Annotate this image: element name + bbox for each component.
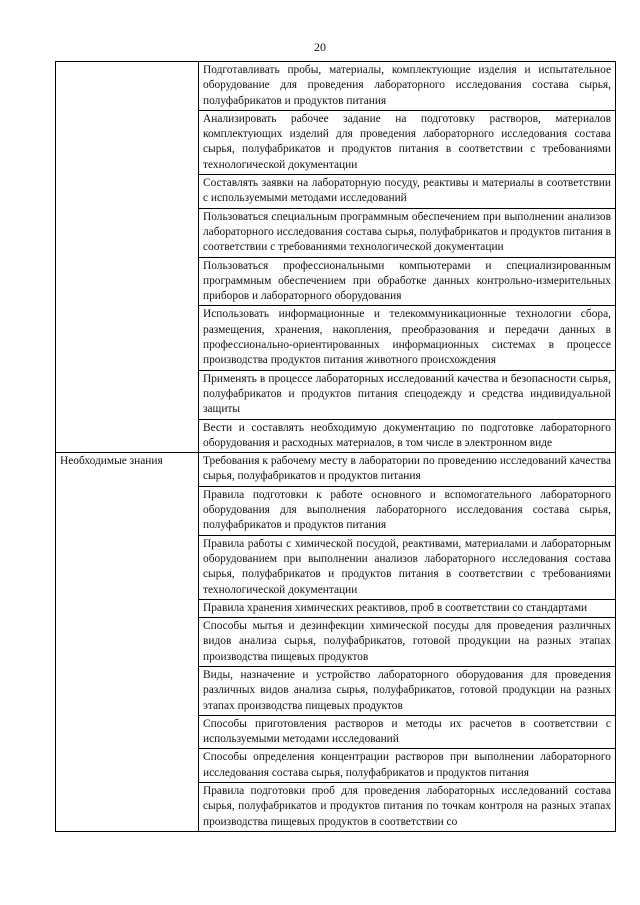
table-cell [199,110,616,174]
table-cell [199,306,616,370]
section-label: Необходимые знания [60,455,163,468]
table-row [56,453,616,487]
skill-item: Пользоваться специальным программным обеспечением при выполнении анализов лабораторного исследования состава сырья, полуфабрикатов и продуктов питания в соответствии с требованиями технологической документации [203,210,611,254]
knowledge-item: Способы приготовления растворов и методы их расчетов в соответствии с используемыми методами исследований [203,717,611,746]
table-cell [199,419,616,453]
table-cell [199,175,616,209]
table-cell [199,370,616,419]
knowledge-item: Способы мытья и дезинфекции химической посуды для проведения различных видов анализа сырья, полуфабрикатов, готовой продукции на разных этапах производства пищевых продуктов [203,620,611,663]
table-cell [199,599,616,617]
table-cell [199,666,616,715]
table-cell [199,62,616,111]
table-cell [199,715,616,749]
requirements-table [55,61,616,832]
section-label-cell [56,453,199,832]
skill-item: Анализировать рабочее задание на подготовку растворов, материалов комплектующих изделий для проведения лабораторного исследования состава сырья, полуфабрикатов и продуктов питания в соответствии с требованиями технологической документации [203,112,611,171]
skill-item: Составлять заявки на лабораторную посуду, реактивы и материалы в соответствии с используемыми методами исследований [203,177,611,205]
knowledge-item: Правила работы с химической посудой, реактивами, материалами и лабораторным оборудованием при выполнении анализов лабораторного исследования состава сырья, полуфабрикатов и продуктов питания в соответствии с требованиями технологической документации [203,537,611,596]
table-cell [199,208,616,257]
page-number: 20 [314,40,326,54]
knowledge-item: Правила подготовки проб для проведения лабораторных исследований состава сырья, полуфабрикатов и продуктов питания по точкам контроля на разных этапах производства пищевых продуктов в соответствии со [203,785,611,828]
section-label-cell [56,62,199,453]
table-cell [199,749,616,783]
knowledge-item: Виды, назначение и устройство лабораторного оборудования для проведения различных видов анализа сырья, полуфабрикатов, готовой продукции на разных этапах производства пищевых продуктов [203,668,611,712]
table-cell [199,257,616,306]
table-cell [199,618,616,667]
skill-item: Применять в процессе лабораторных исследований качества и безопасности сырья, полуфабрикатов и продуктов питания спецодежду и средства индивидуальной защиты [203,372,611,416]
knowledge-item: Требования к рабочему месту в лаборатории по проведению исследований качества сырья, полуфабрикатов и продуктов питания [203,455,611,483]
knowledge-item: Способы определения концентрации растворов при выполнении лабораторного исследования состава сырья, полуфабрикатов и продуктов питания [203,751,611,779]
table-row [56,62,616,111]
table-cell [199,486,616,535]
skill-item: Подготавливать пробы, материалы, комплектующие изделия и испытательное оборудование для проведения лабораторного исследования состава сырья, полуфабрикатов и продуктов питания [203,64,611,107]
skill-item: Пользоваться профессиональными компьютерами и специализированным программным обеспечением при обработке данных контрольно-измерительных приборов и лабораторного оборудования [203,259,611,303]
table-cell [199,535,616,599]
skill-item: Вести и составлять необходимую документацию по подготовке лабораторного оборудования и расходных материалов, в том числе в электронном виде [203,421,611,449]
knowledge-item: Правила хранения химических реактивов, проб в соответствии со стандартами [203,601,588,614]
knowledge-item: Правила подготовки к работе основного и вспомогательного лабораторного оборудования для выполнения лабораторного исследования состава сырья, полуфабрикатов и продуктов питания [203,488,611,532]
skill-item: Использовать информационные и телекоммуникационные технологии сбора, размещения, хранения, накопления, преобразования и передачи данных в профессионально-ориентированных информационных системах в процессе производства продуктов питания животного происхождения [203,308,611,367]
table-cell [199,783,616,832]
table-cell [199,453,616,487]
